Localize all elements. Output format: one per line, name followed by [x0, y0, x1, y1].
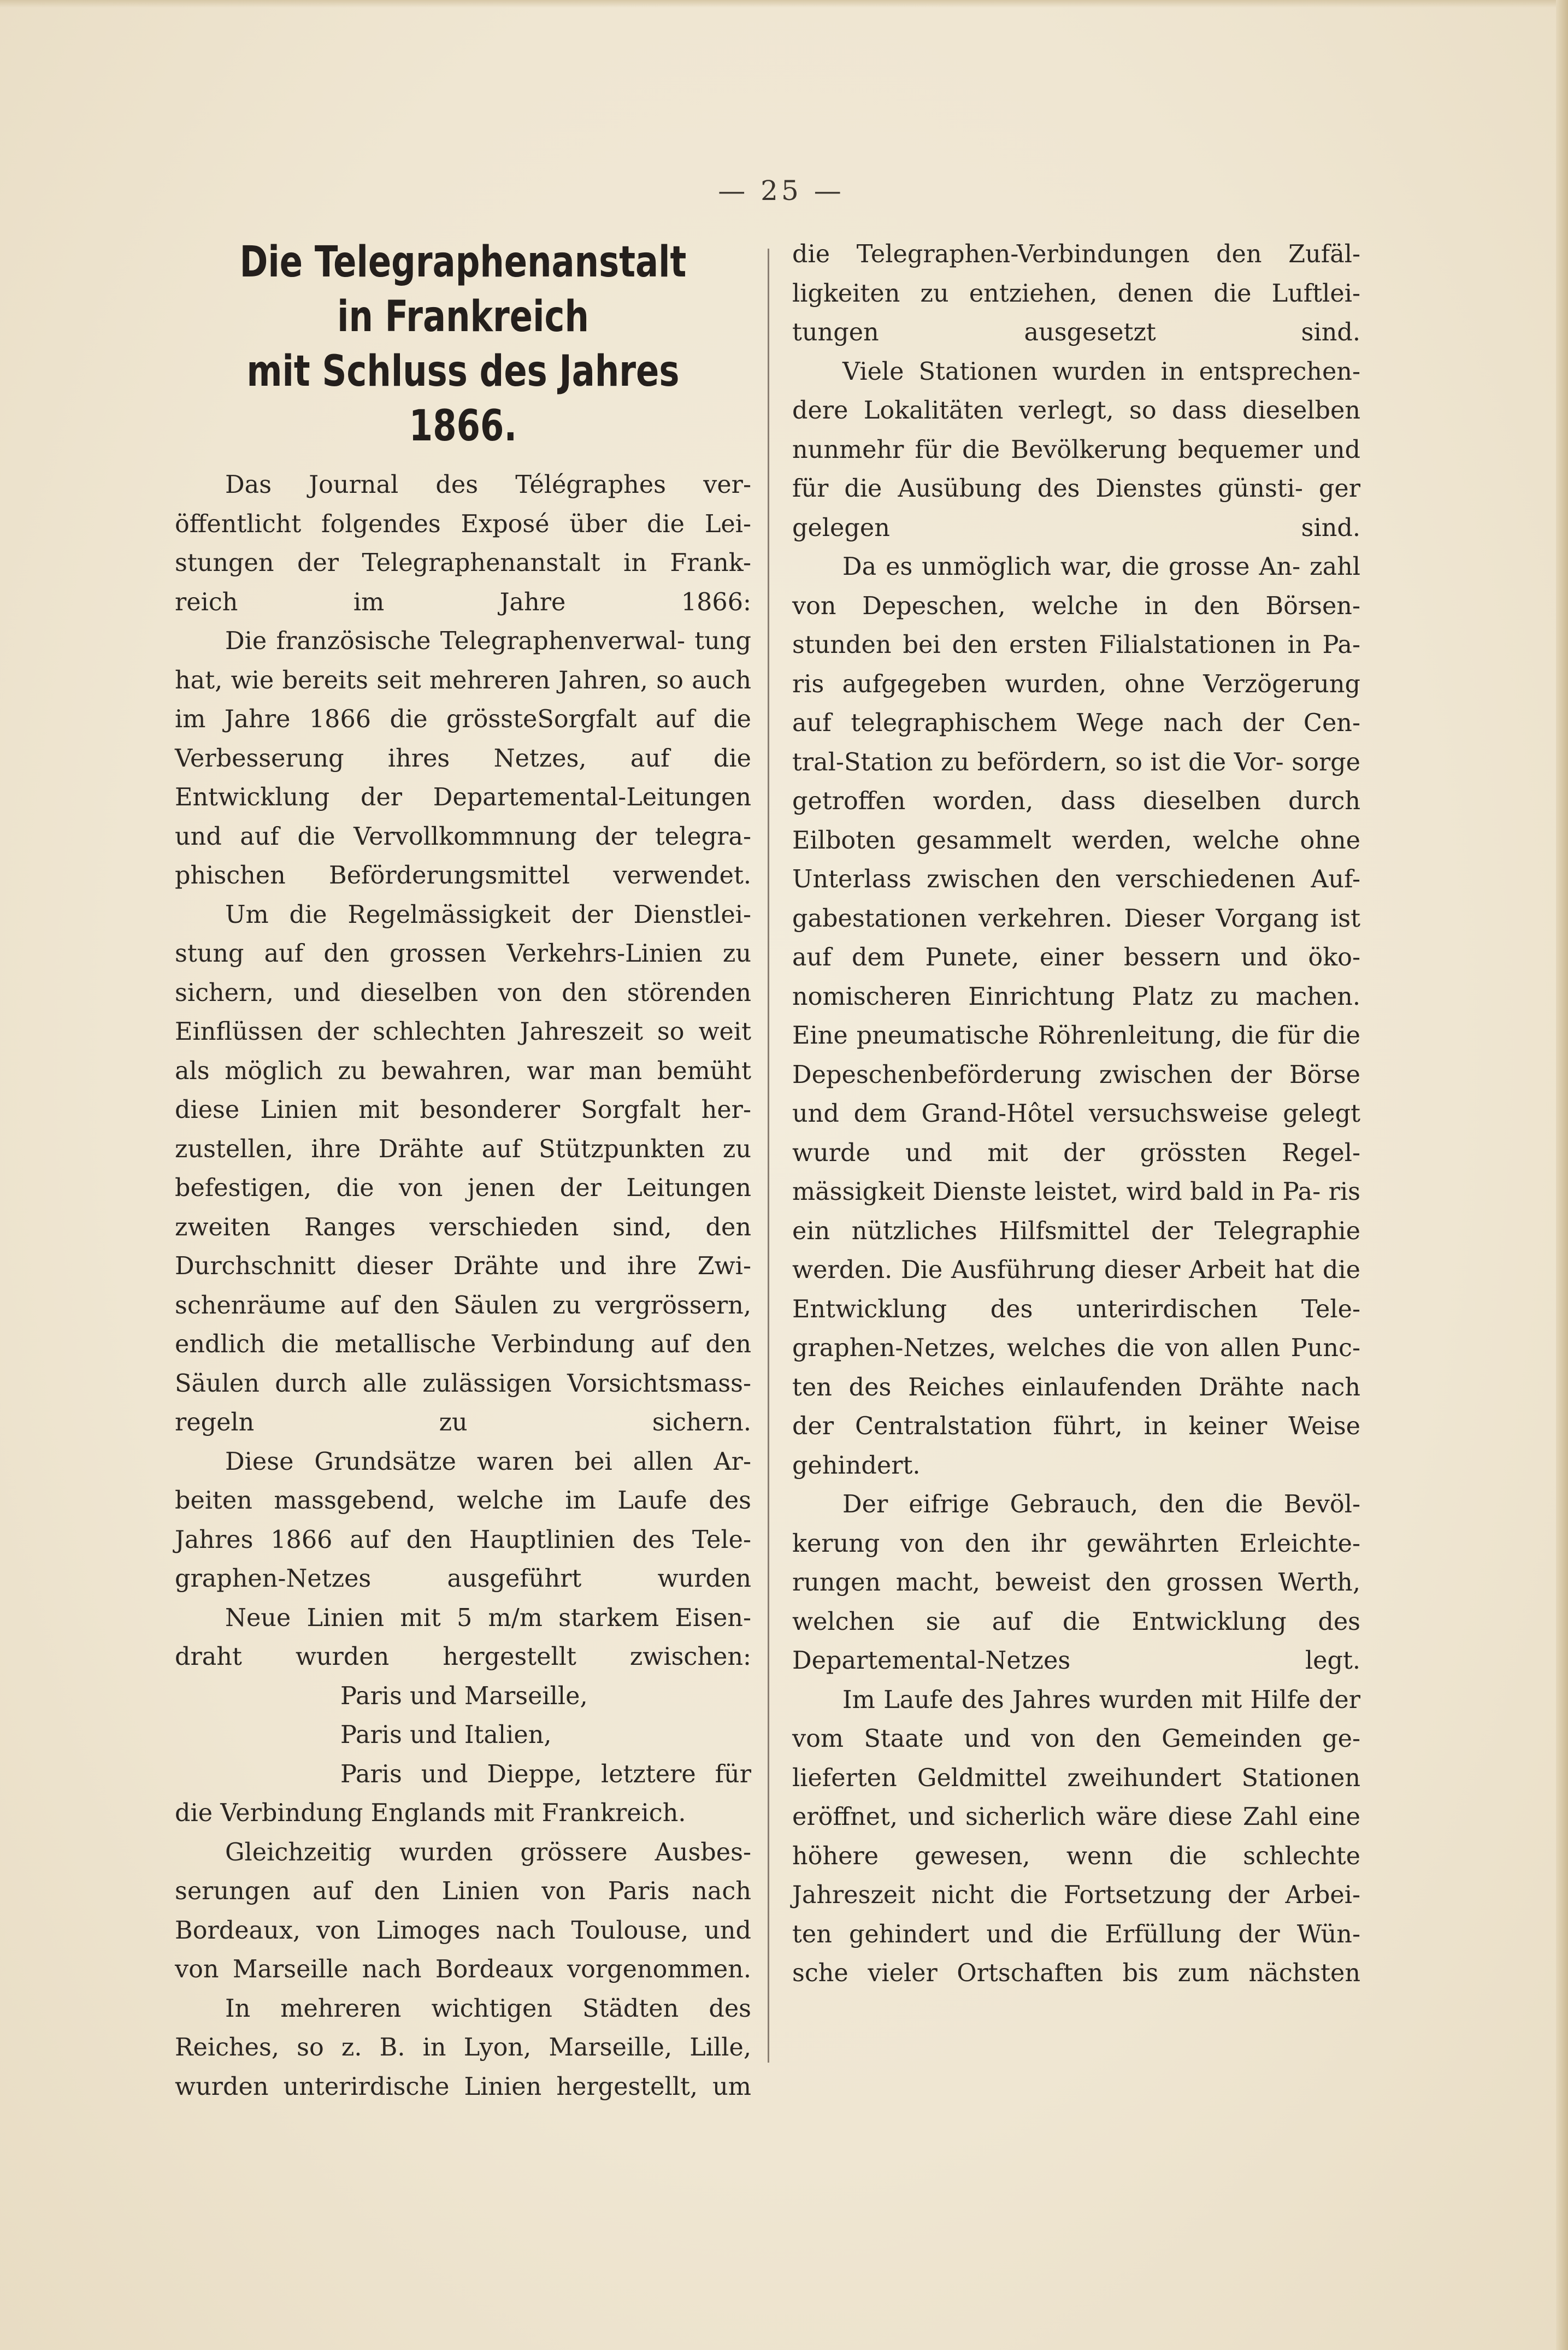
paragraph: Die französische Telegraphenverwal- tung hat, wie bereits seit mehreren Jahren, so auch im Jahre 1866 die grössteSorgfalt auf die Verbesserung ihres Netzes, auf die Entwicklung der Departemental-Leitungen und auf die Vervollkommnung der telegra- phischen Beförderungsmittel verwendet.: [175, 627, 751, 890]
title-line: Die Telegraphenanstalt in Frankreich: [239, 238, 687, 341]
route-list-item: Paris und Dieppe, letztere für: [340, 1760, 751, 1788]
route-list-item: Paris und Italien,: [340, 1721, 552, 1749]
article-title: [233, 235, 694, 453]
right-column: [792, 235, 1360, 1993]
paragraph: Im Laufe des Jahres wurden mit Hilfe der vom Staate und von den Gemeinden ge- lieferten Geldmittel zweihundert Stationen eröffnet, und sicherlich wäre diese Zahl eine höhere gewesen, wenn die schlechte Jahreszeit nicht die Fortsetzung der Arbei- ten gehindert und die Erfüllung der Wün- sche vieler Ortschaften bis zum nächsten: [792, 1686, 1360, 1987]
route-list-item: Paris und Marseille,: [340, 1682, 588, 1710]
paragraph: Gleichzeitig wurden grössere Ausbes- serungen auf den Linien von Paris nach Bordeaux, von Limoges nach Toulouse, und von Marseille nach Bordeaux vorgenommen.: [175, 1838, 751, 1983]
page-right-edge: [1556, 0, 1568, 2350]
paragraph: Diese Grundsätze waren bei allen Ar- beiten massgebend, welche im Laufe des Jahres 1866 auf den Hauptlinien des Tele- graphen-Netzes ausgeführt wurden: [175, 1447, 751, 1593]
paragraph: Viele Stationen wurden in entsprechen- dere Lokalitäten verlegt, so dass dieselben nunmehr für die Bevölkerung bequemer und für die Ausübung des Dienstes günsti- ger gelegen sind.: [792, 357, 1360, 542]
paragraph: Der eifrige Gebrauch, den die Bevöl- kerung von den ihr gewährten Erleichte- rungen macht, beweist den grossen Werth, welchen sie auf die Entwicklung des Departemental-Netzes legt.: [792, 1491, 1360, 1675]
left-column: [175, 235, 751, 2106]
paragraph: In mehreren wichtigen Städten des Reiches, so z. B. in Lyon, Marseille, Lille, wurden unterirdische Linien hergestellt, um: [175, 1994, 751, 2101]
paragraph-tail: die Verbindung Englands mit Frankreich.: [175, 1799, 686, 1827]
page-number: — 25 —: [718, 175, 845, 207]
paragraph: Neue Linien mit 5 m/m starkem Eisen- draht wurden hergestellt zwischen:: [175, 1604, 751, 1671]
page-top-edge: [0, 0, 1568, 8]
paragraph: die Telegraphen-Verbindungen den Zufäl- ligkeiten zu entziehen, denen die Luftlei- tungen ausgesetzt sind.: [792, 240, 1360, 346]
column-divider: [768, 249, 769, 2063]
paragraph: Das Journal des Télégraphes ver- öffentlicht folgendes Exposé über die Lei- stungen der Telegraphenanstalt in Frank- reich im Jahre 1866:: [175, 471, 751, 616]
title-line: mit Schluss des Jahres 1866.: [246, 347, 680, 451]
paragraph: Um die Regelmässigkeit der Dienstlei- stung auf den grossen Verkehrs-Linien zu sichern, und dieselben von den störenden Einflüssen der schlechten Jahreszeit so weit als möglich zu bewahren, war man bemüht diese Linien mit besonderer Sorgfalt her- zustellen, ihre Drähte auf Stützpunkten zu befestigen, die von jenen der Leitungen zweiten Ranges verschieden sind, den Durchschnitt dieser Drähte und ihre Zwi- schenräume auf den Säulen zu vergrössern, endlich die metallische Verbindung auf den Säulen durch alle zulässigen Vorsichtsmass- regeln zu sichern.: [175, 900, 751, 1436]
paragraph: Da es unmöglich war, die grosse An- zahl von Depeschen, welche in den Börsen- stunden bei den ersten Filialstationen in Pa- ris aufgegeben wurden, ohne Verzögerung auf telegraphischem Wege nach der Cen- tral-Station zu befördern, so ist die Vor- sorge getroffen worden, dass dieselben durch Eilboten gesammelt werden, welche ohne Unterlass zwischen den verschiedenen Auf- gabestationen verkehren. Dieser Vorgang ist auf dem Punete, einer bessern und öko- nomischeren Einrichtung Platz zu machen. Eine pneumatische Röhrenleitung, die für die Depeschenbeförderung zwischen der Börse und dem Grand-Hôtel versuchsweise gelegt wurde und mit der grössten Regel- mässigkeit Dienste leistet, wird bald in Pa- ris ein nützliches Hilfsmittel der Telegraphie werden. Die Ausführung dieser Arbeit hat die Entwicklung des unterirdischen Tele- graphen-Netzes, welches die von allen Punc- ten des Reiches einlaufenden Drähte nach der Centralstation führt, in keiner Weise gehindert.: [792, 553, 1361, 1480]
